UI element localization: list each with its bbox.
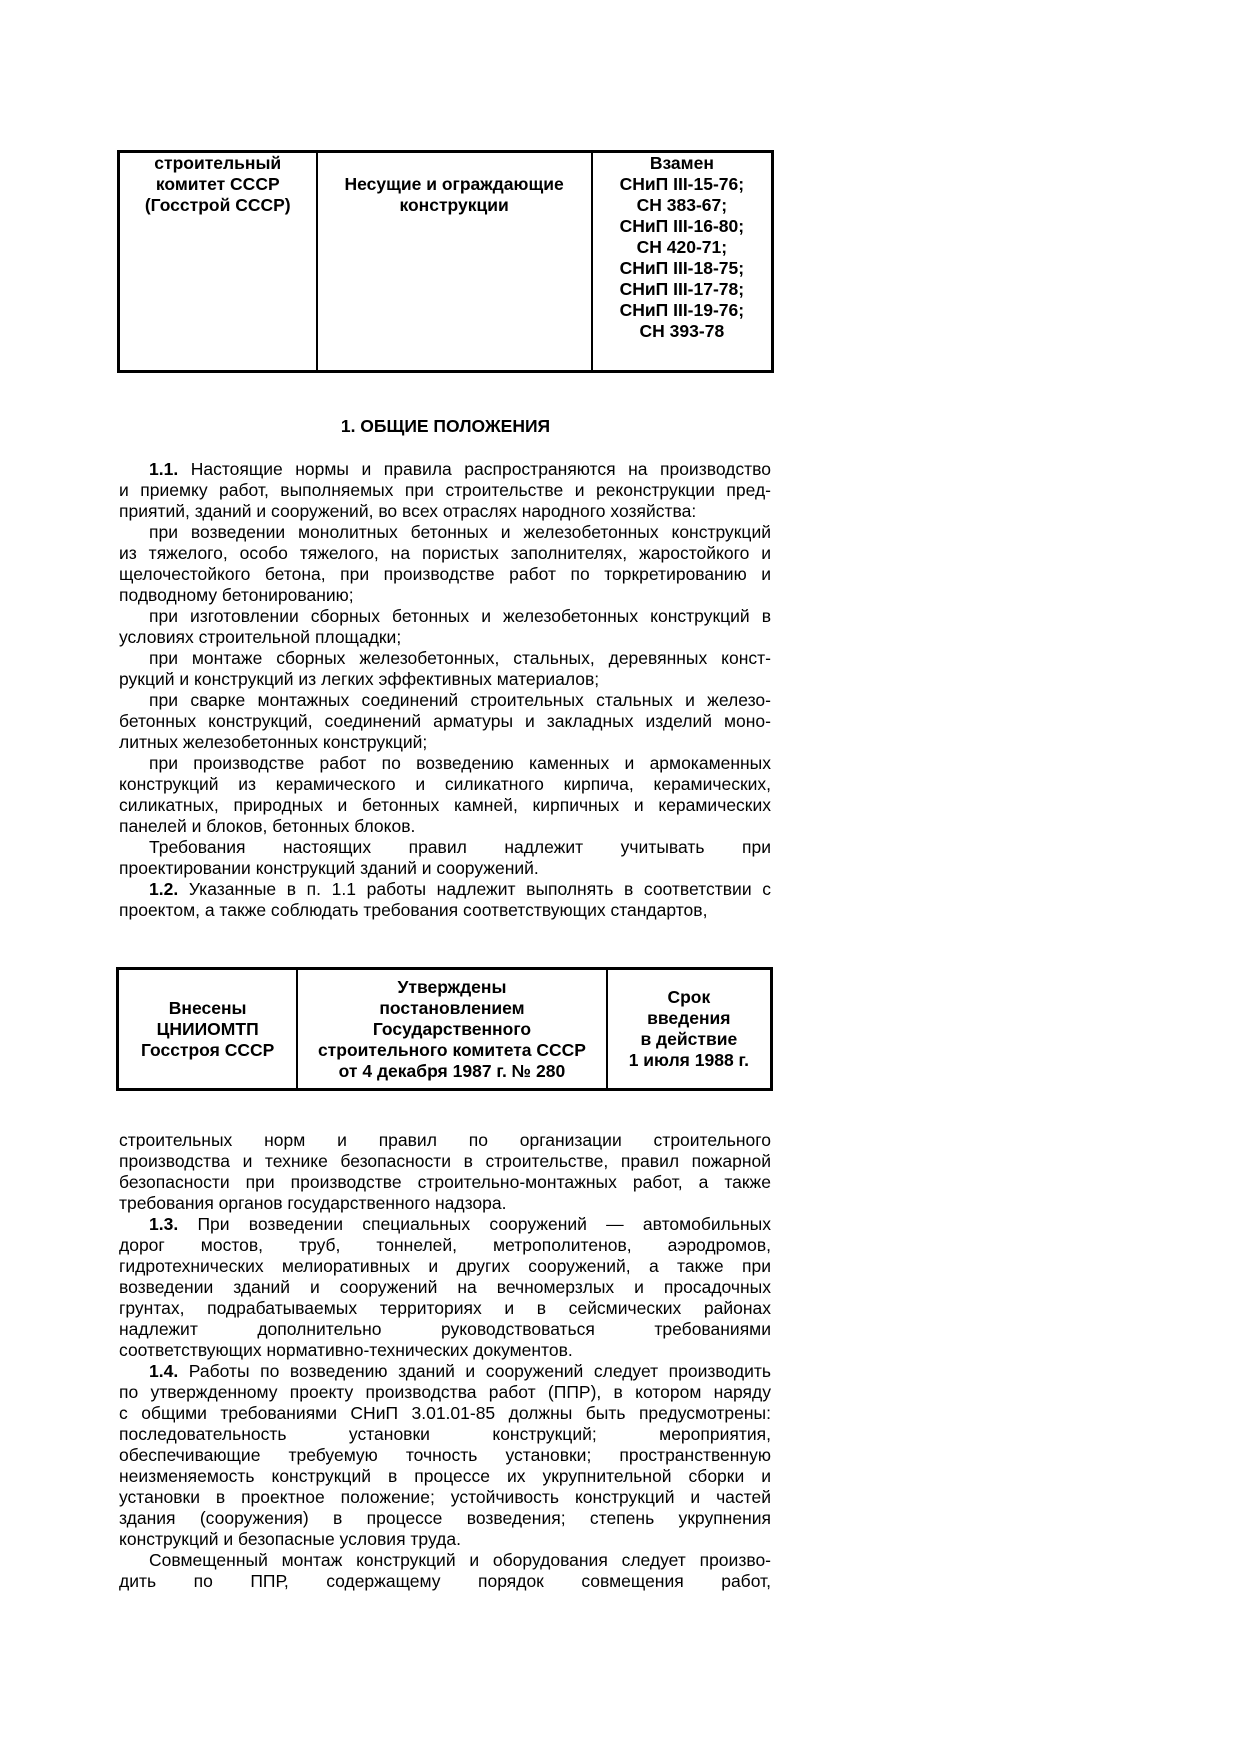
text-line: [119, 1214, 771, 1235]
text-line: [119, 858, 771, 879]
text-line: [119, 753, 771, 774]
text-line: [119, 1571, 771, 1592]
text-line: [119, 1361, 771, 1382]
cell-line: (Госстрой СССР): [144, 195, 291, 215]
line-text: строительных норм и правил по организации строительного: [119, 1130, 771, 1150]
text-line: [119, 1298, 771, 1319]
line-text: условиях строительной площадки;: [119, 627, 402, 647]
line-text: здания (сооружения) в процессе возведения; степень укрупнения: [119, 1508, 771, 1528]
line-text: надлежит дополнительно руководствоваться требованиями: [119, 1319, 771, 1339]
text-line: [119, 522, 771, 543]
text-line: [119, 837, 771, 858]
cell-line: от 4 декабря 1987 г. № 280: [338, 1060, 566, 1081]
text-line: [119, 774, 771, 795]
line-text: силикатных, природных и бетонных камней, кирпичных и керамических: [119, 795, 771, 815]
submitted-by-cell: [118, 969, 298, 1090]
clause-number: 1.1.: [149, 459, 179, 479]
document-subject-cell: [317, 152, 592, 372]
text-line: [119, 1424, 771, 1445]
line-text: последовательность установки конструкций; мероприятия,: [119, 1424, 771, 1444]
line-text: рукций и конструкций из легких эффективных материалов;: [119, 669, 600, 689]
line-text: и приемку работ, выполняемых при строительстве и реконструкции пред-: [119, 480, 771, 500]
line-text: безопасности при производстве строительно-монтажных работ, а также: [119, 1172, 771, 1192]
text-line: [119, 1193, 771, 1214]
line-text: литных железобетонных конструкций;: [119, 732, 428, 752]
cell-line: в действие: [640, 1029, 738, 1049]
cell-line: комитет СССР: [155, 174, 280, 194]
cell-line: постановлением: [379, 997, 525, 1018]
cell-line: строительного комитета СССР: [317, 1039, 586, 1060]
cell-line: Взамен: [649, 153, 714, 173]
text-line: [119, 1130, 771, 1151]
line-text: приятий, зданий и сооружений, во всех отраслях народного хозяйства:: [119, 501, 697, 521]
cell-line: Несущие и ограждающие: [344, 174, 564, 194]
line-text: грунтах, подрабатываемых территориях и в сейсмических районах: [119, 1298, 771, 1318]
issuer-cell: [119, 152, 317, 372]
line-text: Указанные в п. 1.1 работы надлежит выполнять в соответствии с: [178, 879, 771, 899]
text-line: [119, 1172, 771, 1193]
line-text: гидротехнических мелиоративных и других сооружений, а также при: [119, 1256, 771, 1276]
text-line: [119, 1256, 771, 1277]
cell-line: Внесены: [168, 997, 247, 1018]
text-line: [119, 1529, 771, 1550]
line-text: подводному бетонированию;: [119, 585, 354, 605]
line-text: при возведении монолитных бетонных и железобетонных конструкций: [149, 522, 771, 542]
line-text: конструкций и безопасные условия труда.: [119, 1529, 461, 1549]
effective-date-cell: [607, 969, 772, 1090]
line-text: возведении зданий и сооружений на вечномерзлых и просадочных: [119, 1277, 771, 1297]
line-text: из тяжелого, особо тяжелого, на пористых заполнителях, жаростойкого и: [119, 543, 771, 563]
cell-line: СН 393-78: [639, 321, 725, 341]
text-line: [119, 1319, 771, 1340]
text-line: [119, 690, 771, 711]
text-line: [119, 543, 771, 564]
text-line: [119, 459, 771, 480]
text-line: [119, 1235, 771, 1256]
cell-line: СН 383-67;: [636, 195, 728, 215]
replaces-cell: [592, 152, 773, 372]
cell-line: 1 июля 1988 г.: [628, 1050, 749, 1070]
clause-number: 1.3.: [149, 1214, 179, 1234]
line-text: при изготовлении сборных бетонных и железобетонных конструкций в: [149, 606, 771, 626]
line-text: При возведении специальных сооружений — автомобильных: [178, 1214, 771, 1234]
text-line: [119, 879, 771, 900]
text-line: [119, 606, 771, 627]
text-line: [119, 1382, 771, 1403]
line-text: Работы по возведению зданий и сооружений следует производить: [178, 1361, 771, 1381]
line-text: соответствующих нормативно-технических документов.: [119, 1340, 573, 1360]
text-line: [119, 816, 771, 837]
text-line: [119, 711, 771, 732]
text-line: [119, 1277, 771, 1298]
text-line: [119, 648, 771, 669]
cell-line: ЦНИИОМТП: [156, 1018, 259, 1039]
cell-line: введения: [647, 1008, 731, 1028]
cell-line: Срок: [667, 987, 711, 1007]
clause-number: 1.4.: [149, 1361, 179, 1381]
line-text: обеспечивающие требуемую точность установки; пространственную: [119, 1445, 771, 1465]
body-text-part-1: [119, 459, 771, 921]
cell-line: СН 420-71;: [636, 237, 728, 257]
cell-line: СНиП III-19-76;: [619, 300, 745, 320]
cell-line: строительный: [154, 153, 282, 173]
line-text: по утвержденному проекту производства работ (ППР), в котором наряду: [119, 1382, 771, 1402]
text-line: [119, 564, 771, 585]
line-text: при сварке монтажных соединений строительных стальных и железо-: [149, 690, 771, 710]
text-line: [119, 627, 771, 648]
line-text: щелочестойкого бетона, при производстве работ по торкретированию и: [119, 564, 771, 584]
cell-line: СНиП III-16-80;: [619, 216, 745, 236]
line-text: установки в проектное положение; устойчивость конструкций и частей: [119, 1487, 771, 1507]
text-line: [119, 795, 771, 816]
cell-line: конструкции: [399, 195, 509, 215]
line-text: Совмещенный монтаж конструкций и оборудования следует произво-: [149, 1550, 771, 1570]
line-text: при производстве работ по возведению каменных и армокаменных: [149, 753, 771, 773]
text-line: [119, 1550, 771, 1571]
text-line: [119, 900, 771, 921]
line-text: требования органов государственного надзора.: [119, 1193, 507, 1213]
line-text: конструкций из керамического и силикатного кирпича, керамических,: [119, 774, 771, 794]
text-line: [119, 1151, 771, 1172]
text-line: [119, 1403, 771, 1424]
cell-line: Госстроя СССР: [140, 1039, 275, 1060]
text-line: [119, 732, 771, 753]
line-text: при монтаже сборных железобетонных, стальных, деревянных конст-: [149, 648, 771, 668]
cell-line: СНиП III-17-78;: [619, 279, 745, 299]
line-text: неизменяемость конструкций в процессе их укрупнительной сборки и: [119, 1466, 771, 1486]
line-text: бетонных конструкций, соединений арматуры и закладных изделий моно-: [119, 711, 771, 731]
section-title: 1. ОБЩИЕ ПОЛОЖЕНИЯ: [340, 416, 551, 436]
line-text: Требования настоящих правил надлежит учитывать при: [149, 837, 771, 857]
line-text: проектом, а также соблюдать требования соответствующих стандартов,: [119, 900, 708, 920]
text-line: [119, 585, 771, 606]
text-line: [119, 1487, 771, 1508]
text-line: [119, 669, 771, 690]
body-text-part-2: [119, 1130, 771, 1592]
text-line: [119, 1508, 771, 1529]
approved-by-cell: [297, 969, 606, 1090]
line-text: с общими требованиями СНиП 3.01.01-85 должны быть предусмотрены:: [119, 1403, 771, 1423]
line-text: Настоящие нормы и правила распространяются на производство: [178, 459, 771, 479]
line-text: дить по ППР, содержащему порядок совмещения работ,: [119, 1571, 771, 1591]
cell-line: Государственного: [372, 1018, 532, 1039]
text-line: [119, 1445, 771, 1466]
text-line: [119, 480, 771, 501]
line-text: дорог мостов, труб, тоннелей, метрополитенов, аэродромов,: [119, 1235, 771, 1255]
text-line: [119, 1340, 771, 1361]
cell-line: СНиП III-18-75;: [619, 258, 745, 278]
cell-line: Утверждены: [397, 976, 507, 997]
clause-number: 1.2.: [149, 879, 179, 899]
line-text: производства и технике безопасности в строительстве, правил пожарной: [119, 1151, 771, 1171]
header-table: [117, 150, 774, 373]
line-text: панелей и блоков, бетонных блоков.: [119, 816, 416, 836]
approval-table: [116, 967, 773, 1091]
cell-line: СНиП III-15-76;: [619, 174, 745, 194]
text-line: [119, 1466, 771, 1487]
text-line: [119, 501, 771, 522]
line-text: проектировании конструкций зданий и сооружений.: [119, 858, 539, 878]
